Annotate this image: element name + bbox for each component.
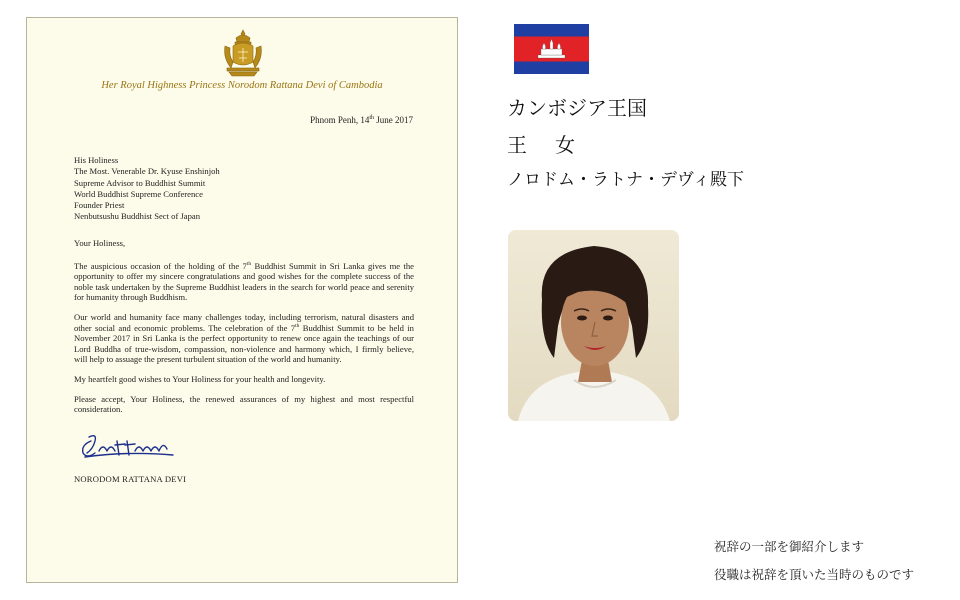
recipient-line: Supreme Advisor to Buddhist Summit	[74, 177, 206, 188]
letter-body	[74, 238, 414, 424]
recipient-line: The Most. Venerable Dr. Kyuse Enshinjoh	[74, 166, 220, 177]
recipient-line: World Buddhist Supreme Conference	[74, 188, 203, 199]
paragraph-3: My heartfelt good wishes to Your Holiness for your health and longevity.	[74, 373, 326, 384]
signer-name: NORODOM RATTANA DEVI	[74, 474, 187, 484]
paragraph-4: Please accept, Your Holiness, the renewed assurances of my highest and most respectful consideration.	[74, 393, 414, 415]
letter-date: Phnom Penh, 14th June 2017	[310, 115, 413, 125]
handwritten-signature	[77, 429, 179, 463]
recipient-line: His Holiness	[74, 155, 119, 165]
cambodia-flag	[514, 24, 589, 74]
country-name: カンボジア王国	[507, 96, 647, 120]
letter-document	[26, 17, 458, 583]
paragraph-2: Our world and humanity face many challenges today, including terrorism, natural disasters and other social and economic problems. The celebration of the 7th Buddhist Summit to be held in November 2017 in Sri Lanka is the perfect opportunity to renew once again the teachings of our Lord Buddha of true-wisdom, compassion, non-violence and harmony which, I firmly believe, will help to assuage the present turbulent situation of the world and humanity.	[74, 311, 414, 365]
note-title-disclaimer: 役職は祝辞を頂いた当時のものです	[714, 567, 915, 582]
paragraph-1: The auspicious occasion of the holding of the 7th Buddhist Summit in Sri Lanka gives me the opportunity to offer my sincere congratulations and good wishes for the complete success of the noble task undertaken by the Supreme Buddhist leaders in the search for world peace and serenity for humanity through Buddhism.	[74, 260, 414, 303]
note-excerpt: 祝辞の一部を御紹介します	[714, 539, 865, 554]
recipient-line: Nenbutsushu Buddhist Sect of Japan	[74, 211, 201, 222]
person-name: ノロドム・ラトナ・デヴィ殿下	[507, 170, 744, 190]
salutation: Your Holiness,	[74, 238, 126, 248]
recipient-address	[74, 155, 220, 223]
royal-emblem-icon	[221, 28, 265, 78]
royal-rank: 王女	[507, 133, 603, 157]
letterhead-title: Her Royal Highness Princess Norodom Rattana Devi of Cambodia	[101, 80, 383, 91]
portrait-photo	[508, 230, 679, 421]
recipient-line: Founder Priest	[74, 200, 125, 211]
